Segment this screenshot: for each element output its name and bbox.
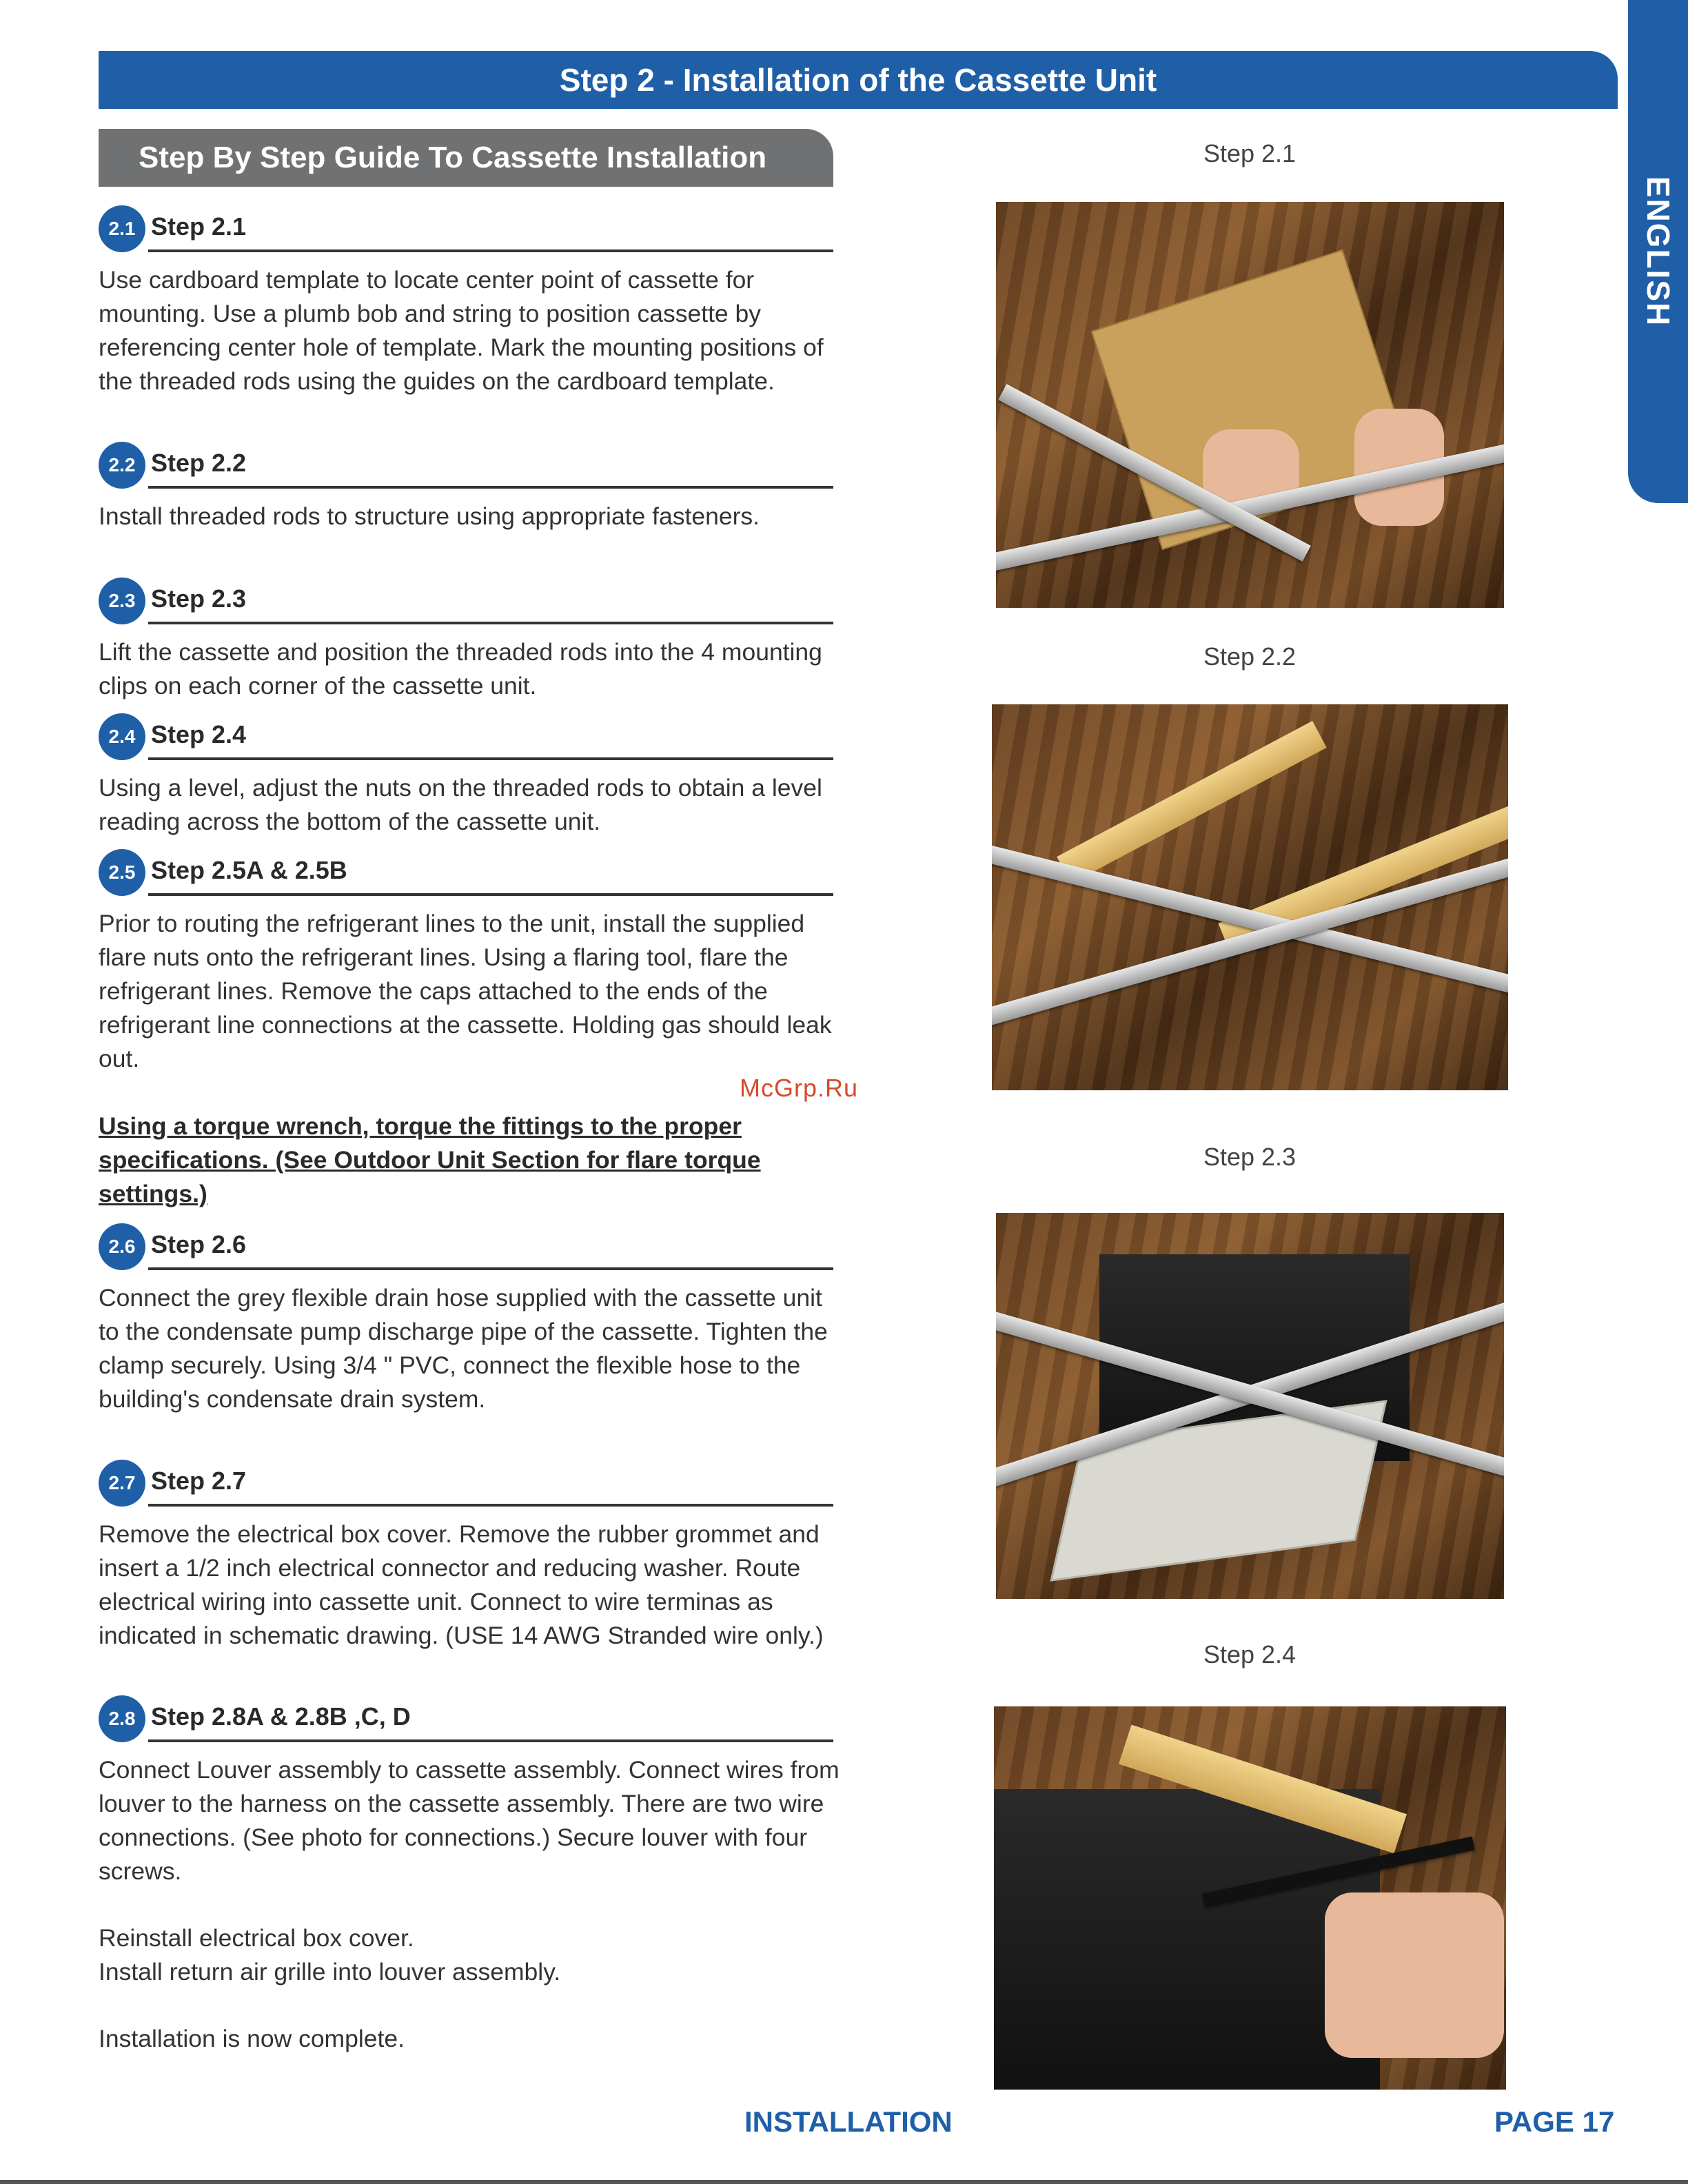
step-badge: 2.8 bbox=[99, 1695, 145, 1742]
watermark: McGrp.Ru bbox=[740, 1074, 859, 1102]
step-badge: 2.1 bbox=[99, 205, 145, 252]
step-header-2-1 bbox=[99, 205, 833, 252]
step-title: Step 2.5A & 2.5B bbox=[151, 856, 347, 884]
step-badge: 2.2 bbox=[99, 442, 145, 489]
hand bbox=[1325, 1892, 1504, 2058]
step-rule bbox=[148, 893, 833, 896]
step-text-2-4: Using a level, adjust the nuts on the threaded rods to obtain a level reading across the bottom of the cassette unit. bbox=[99, 774, 822, 835]
step-title: Step 2.6 bbox=[151, 1230, 247, 1258]
step-text-2-5: Prior to routing the refrigerant lines to the unit, install the supplied flare nuts onto the refrigerant lines. Using a flaring tool, flare the refrigerant lines. Remove the caps attached to the ends of the refrigerant line connections at the cassette. Holding gas should leak out. bbox=[99, 910, 832, 1072]
step-header-2-4 bbox=[99, 713, 833, 760]
step-rule bbox=[148, 249, 833, 252]
section-banner bbox=[99, 51, 1618, 109]
step-badge: 2.7 bbox=[99, 1460, 145, 1507]
banner-title: Step 2 - Installation of the Cassette Unit bbox=[559, 62, 1157, 98]
cassette-body bbox=[994, 1789, 1380, 2090]
step-title: Step 2.2 bbox=[151, 449, 247, 477]
torque-note: Using a torque wrench, torque the fittings to the proper specifications. (See Outdoor Unit Section for flare torque settings.) bbox=[99, 1112, 761, 1207]
step-rule bbox=[148, 757, 833, 760]
guide-title: Step By Step Guide To Cassette Installation bbox=[139, 141, 767, 174]
language-tab bbox=[1628, 0, 1688, 503]
footer-page-number: PAGE 17 bbox=[1494, 2105, 1615, 2138]
step-header-2-7 bbox=[99, 1460, 833, 1507]
step-badge: 2.6 bbox=[99, 1223, 145, 1270]
photo-step-2-2 bbox=[992, 704, 1508, 1090]
step-text-2-2: Install threaded rods to structure using appropriate fasteners. bbox=[99, 502, 760, 530]
footer-section-label: INSTALLATION bbox=[744, 2105, 953, 2138]
step-rule bbox=[148, 622, 833, 624]
closing-line-3: Installation is now complete. bbox=[99, 2025, 405, 2052]
bottom-rule bbox=[0, 2180, 1688, 2184]
step-text-2-6: Connect the grey flexible drain hose supplied with the cassette unit to the condensate pump discharge pipe of the cassette. Tighten the clamp securely. Using 3/4 " PVC, connect the flexible hose to the building's condensate drain system. bbox=[99, 1284, 828, 1413]
step-header-2-8 bbox=[99, 1695, 833, 1742]
closing-line-1: Reinstall electrical box cover. bbox=[99, 1924, 414, 1952]
guide-header bbox=[99, 129, 833, 187]
step-title: Step 2.4 bbox=[151, 720, 247, 748]
wood-strut bbox=[1057, 721, 1326, 884]
photo-caption-2-3: Step 2.3 bbox=[1203, 1143, 1296, 1171]
step-text-2-7: Remove the electrical box cover. Remove the rubber grommet and insert a 1/2 inch electrical connector and reducing washer. Route electrical wiring into cassette unit. Connect to wire terminas as indicated in schematic drawing. (USE 14 AWG Stranded wire only.) bbox=[99, 1520, 824, 1649]
step-rule bbox=[148, 1267, 833, 1270]
photo-step-2-1 bbox=[996, 202, 1504, 608]
step-rule bbox=[148, 486, 833, 489]
step-text-2-1: Use cardboard template to locate center point of cassette for mounting. Use a plumb bob and string to position cassette by referencing center hole of template. Mark the mounting positions of the threaded rods using the guides on the cardboard template. bbox=[99, 266, 824, 395]
closing-line-2: Install return air grille into louver assembly. bbox=[99, 1958, 561, 1986]
step-title: Step 2.3 bbox=[151, 584, 247, 613]
step-title: Step 2.8A & 2.8B ,C, D bbox=[151, 1702, 411, 1731]
step-badge: 2.5 bbox=[99, 849, 145, 896]
language-tab-label: ENGLISH bbox=[1640, 176, 1676, 327]
step-header-2-6 bbox=[99, 1223, 833, 1270]
step-title: Step 2.7 bbox=[151, 1467, 247, 1495]
photo-caption-2-1: Step 2.1 bbox=[1203, 139, 1296, 167]
step-header-2-5 bbox=[99, 849, 833, 896]
step-title: Step 2.1 bbox=[151, 212, 247, 241]
photo-caption-2-4: Step 2.4 bbox=[1203, 1640, 1296, 1668]
step-rule bbox=[148, 1504, 833, 1507]
step-badge: 2.3 bbox=[99, 578, 145, 624]
step-badge: 2.4 bbox=[99, 713, 145, 760]
step-text-2-8: Connect Louver assembly to cassette assembly. Connect wires from louver to the harness on the cassette assembly. There are two wire connections. (See photo for connections.) Secure louver with four screws. bbox=[99, 1756, 840, 1885]
step-header-2-3 bbox=[99, 578, 833, 624]
photo-step-2-3 bbox=[996, 1213, 1504, 1599]
step-rule bbox=[148, 1739, 833, 1742]
step-header-2-2 bbox=[99, 442, 833, 489]
photo-caption-2-2: Step 2.2 bbox=[1203, 642, 1296, 671]
step-text-2-3: Lift the cassette and position the threaded rods into the 4 mounting clips on each corner of the cassette unit. bbox=[99, 638, 822, 700]
photo-step-2-4 bbox=[994, 1706, 1506, 2090]
